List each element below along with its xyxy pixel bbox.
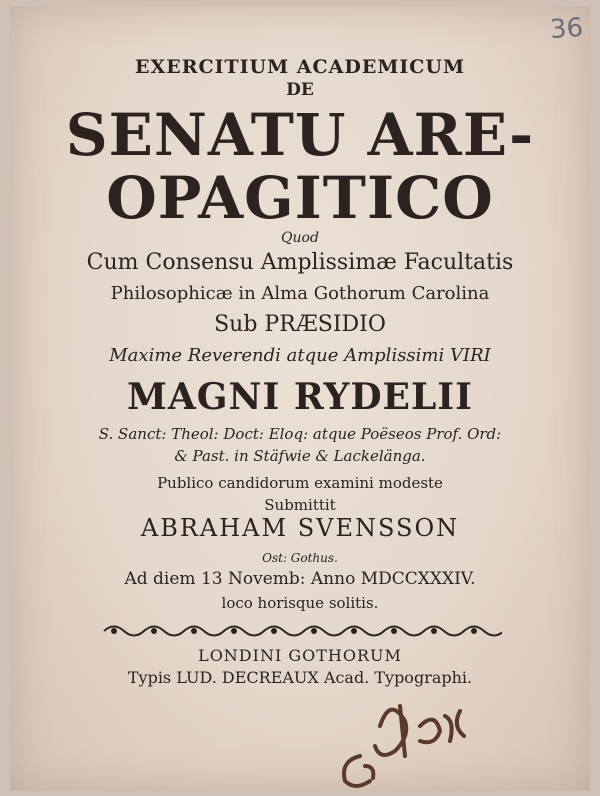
- presider-titles-2: & Past. in Stäfwie & Lackelänga.: [174, 447, 426, 465]
- loco-line: loco horisque solitis.: [221, 594, 379, 612]
- date-line: Ad diem 13 Novemb: Anno MDCCXXXIV.: [124, 569, 476, 589]
- respondent-nation: Ost: Gothus.: [262, 551, 338, 565]
- heading-opagitico: OPAGITICO: [106, 164, 494, 232]
- text-praesidio: Sub PRÆSIDIO: [214, 312, 386, 337]
- text-quod: Quod: [281, 230, 319, 246]
- presider-titles-1: S. Sanct: Theol: Doct: Eloq: atque Poëseos Prof. Ord:: [98, 425, 502, 443]
- heading-de: DE: [286, 80, 314, 100]
- ornament-rule: [102, 620, 502, 642]
- text-publico: Publico candidorum examini modeste: [157, 474, 443, 492]
- imprint-printer: Typis LUD. DECREAUX Acad. Typographi.: [127, 668, 473, 687]
- heading-exercitium: EXERCITIUM ACADEMICUM: [135, 56, 465, 78]
- presider-name: MAGNI RYDELII: [127, 376, 473, 418]
- respondent-name: ABRAHAM SVENSSON: [140, 514, 460, 542]
- text-maxime: Maxime Reverendi atque Amplissimi VIRI: [109, 345, 491, 366]
- text-philosophicae: Philosophicæ in Alma Gothorum Carolina: [110, 283, 490, 304]
- imprint-city: LONDINI GOTHORUM: [198, 646, 402, 665]
- handwritten-mark-lower: [330, 746, 390, 796]
- text-submittit: Submittit: [264, 496, 336, 514]
- title-page: [10, 6, 590, 791]
- heading-senatu: SENATU ARE-: [65, 101, 535, 169]
- page-number-annotation: 36: [548, 12, 585, 46]
- text-consensu: Cum Consensu Amplissimæ Facultatis: [86, 250, 514, 275]
